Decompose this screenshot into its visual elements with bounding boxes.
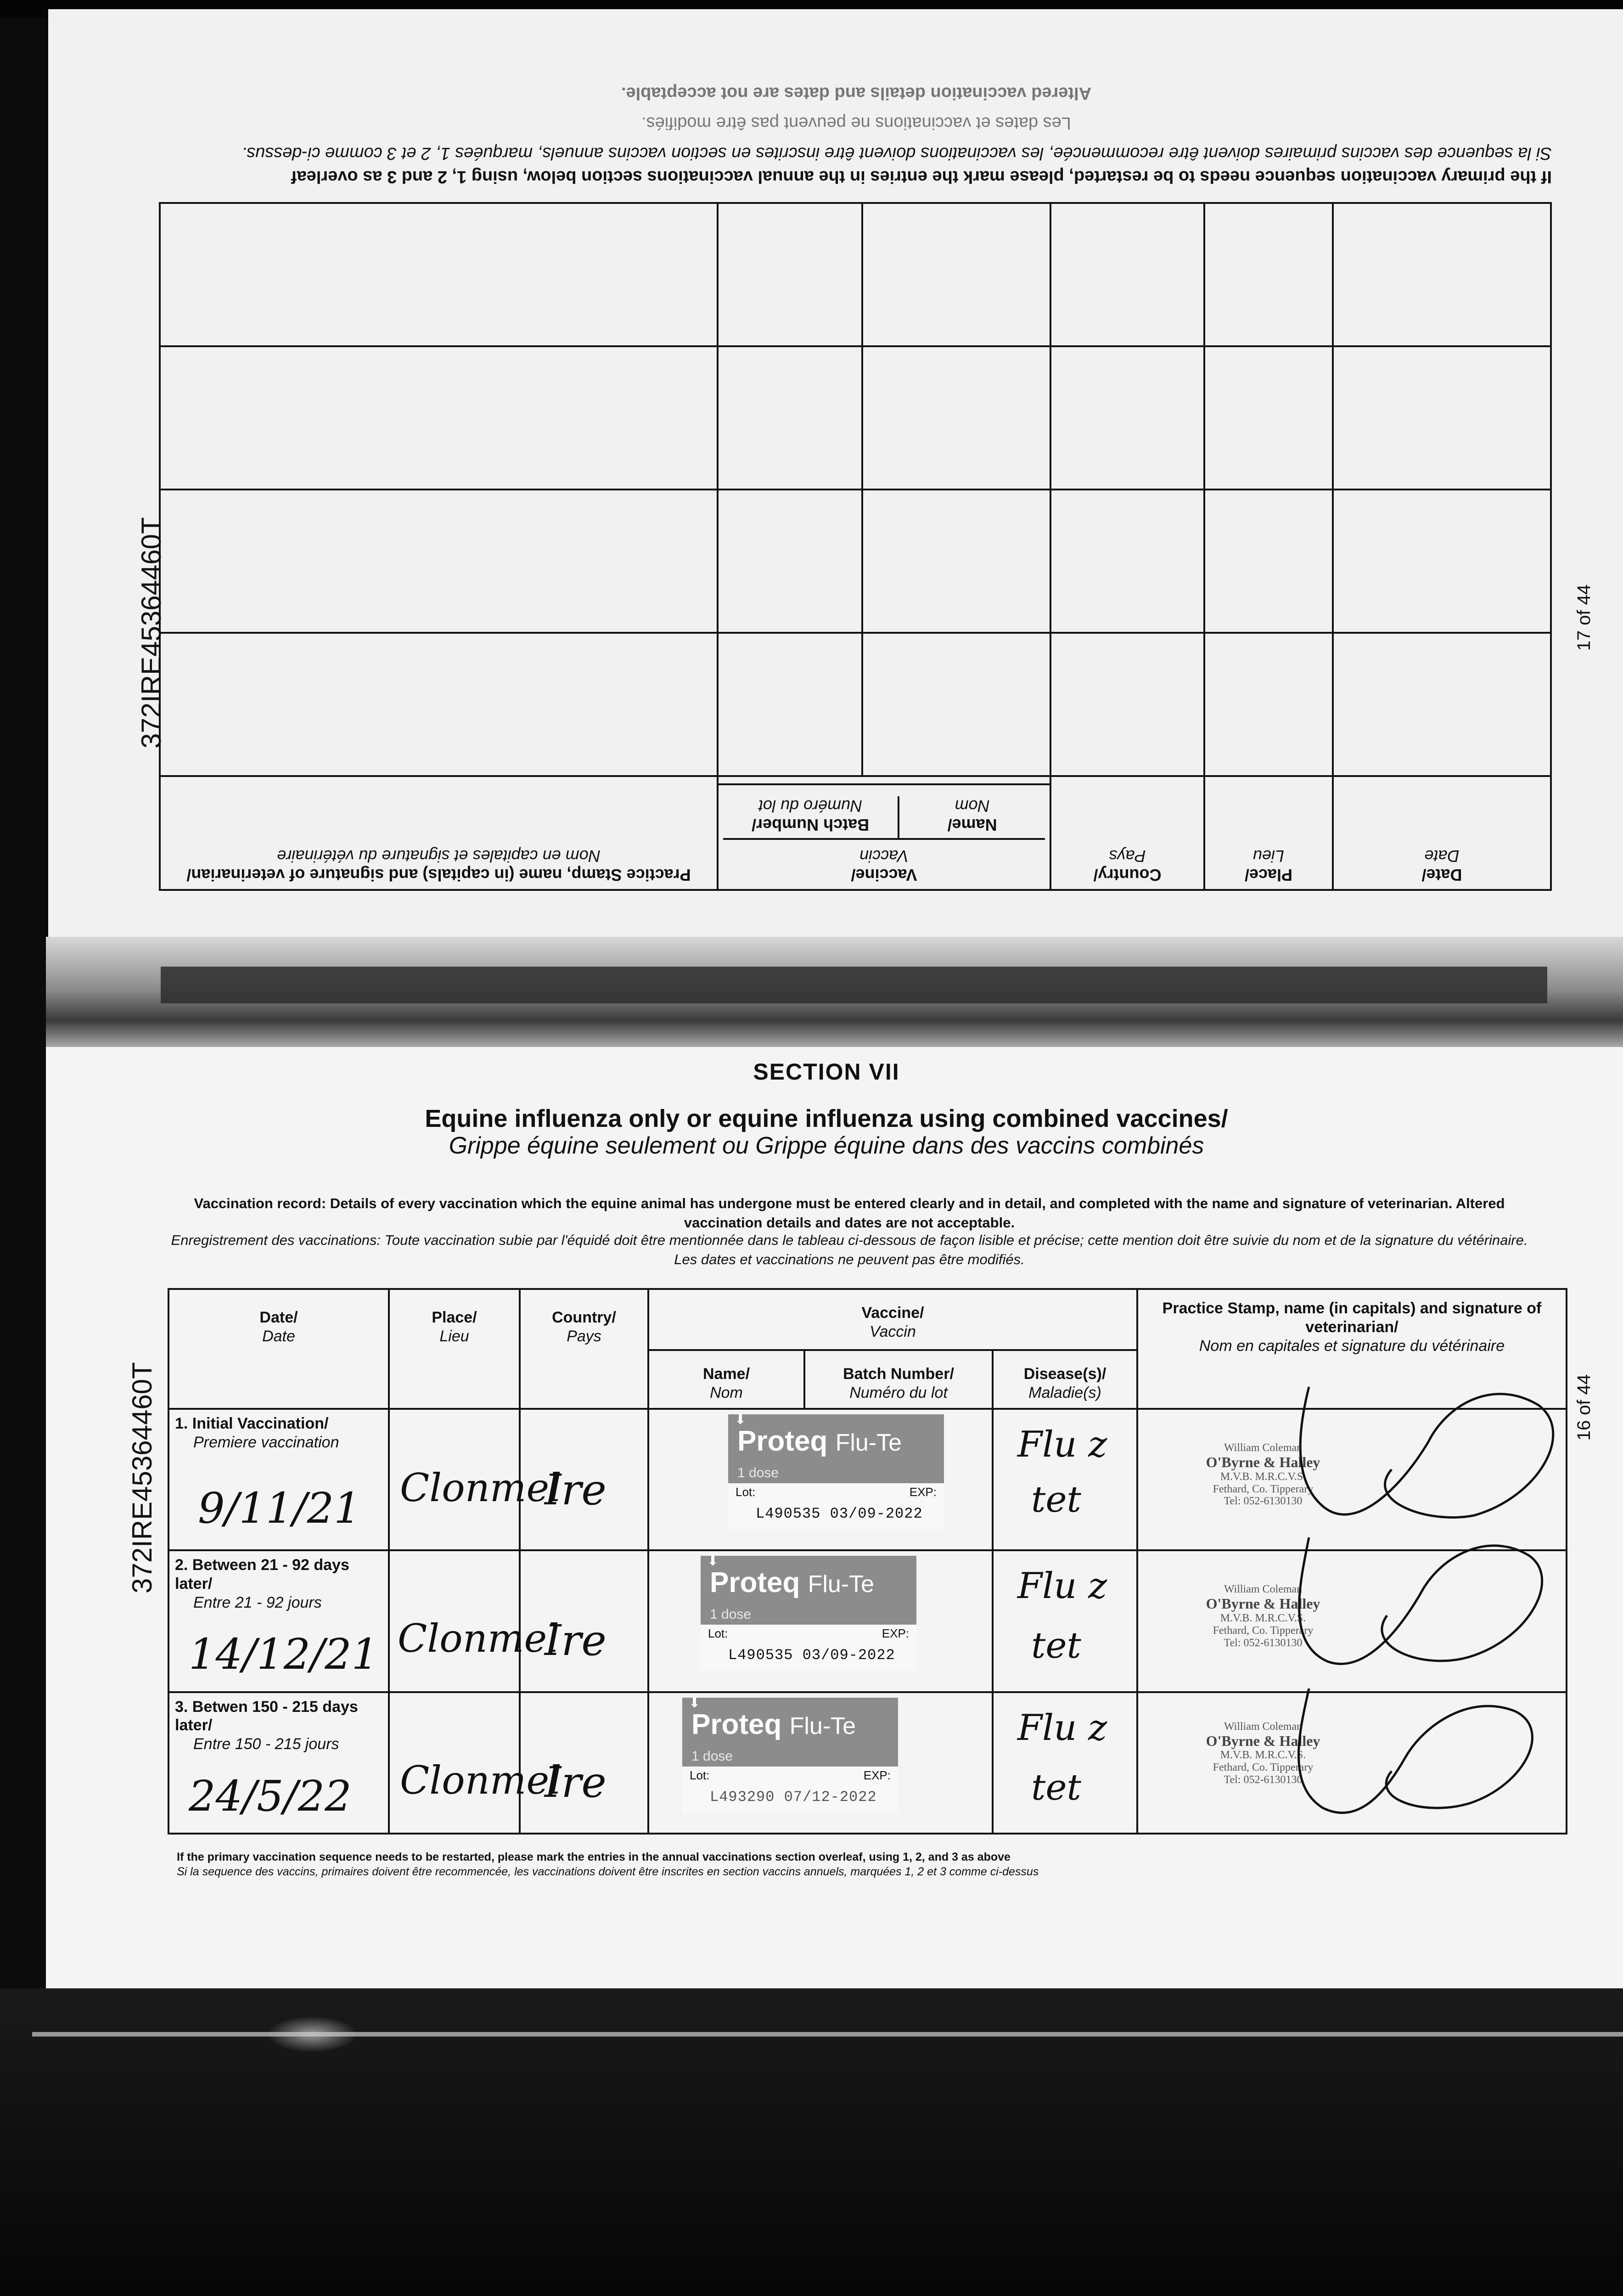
top-header-place: Place/ Lieu (1204, 776, 1333, 890)
arrow-down-icon: ⬇ (735, 1412, 747, 1427)
top-cell[interactable] (718, 203, 862, 346)
country-cell[interactable] (520, 1409, 648, 1550)
section-title: SECTION VII (753, 1059, 900, 1085)
stamp-cell[interactable] (1137, 1409, 1567, 1550)
disease-cell[interactable]: Flu z tet (993, 1692, 1137, 1834)
stamp-cell[interactable] (1137, 1692, 1567, 1834)
page-edge-line (32, 2032, 1623, 2037)
veterinarian-signature (1268, 1688, 1580, 1845)
table-row (168, 1692, 1567, 1834)
top-cell[interactable] (1204, 633, 1333, 776)
arrow-down-icon: ⬇ (707, 1553, 719, 1569)
place-cell[interactable] (389, 1692, 562, 1834)
top-cell[interactable] (160, 346, 718, 490)
header-date: Date/ Date (168, 1289, 389, 1409)
arrow-down-icon: ⬇ (689, 1695, 701, 1711)
date-cell[interactable]: 1. Initial Vaccination/ Premiere vaccination 9/11/21 (168, 1409, 389, 1550)
top-header-date: Date/ Date (1333, 776, 1551, 890)
passport-id-bottom: 372IRE45364460T (127, 1362, 157, 1593)
stamp-cell[interactable] (1137, 1550, 1567, 1692)
date-cell[interactable]: 3. Betwen 150 - 215 days later/ Entre 150 - 215 jours 24/5/22 (168, 1692, 389, 1834)
passport-id-top: 372IRE45364460T (136, 517, 167, 748)
handwritten-place: Clonmel (400, 1465, 562, 1510)
top-cell[interactable] (1050, 633, 1204, 776)
header-vaccine: Vaccine/ Vaccin (648, 1289, 1137, 1350)
top-page-content-rotated (161, 84, 1552, 891)
spine-bleed-bar (161, 967, 1547, 1003)
top-cell[interactable] (1204, 490, 1333, 633)
top-cell[interactable] (862, 490, 1050, 633)
country-cell[interactable] (520, 1550, 648, 1692)
handwritten-date: 9/11/21 (198, 1483, 361, 1533)
page-number-top: 17 of 44 (1574, 584, 1594, 651)
disease-cell[interactable]: Flu z tet (993, 1409, 1137, 1550)
place-cell[interactable] (389, 1409, 562, 1550)
top-cell[interactable] (160, 633, 718, 776)
date-cell[interactable]: 2. Between 21 - 92 days later/ Entre 21 - 92 jours 14/12/21 (168, 1550, 389, 1692)
top-cell[interactable] (1333, 633, 1551, 776)
top-vaccination-table (159, 202, 1552, 891)
vaccine-label-cell[interactable] (648, 1409, 993, 1550)
header-stamp: Practice Stamp, name (in capitals) and signature of veterinarian/ Nom en capitales et signature du vétérinaire (1137, 1289, 1567, 1409)
handwritten-place: Clonmel (400, 1757, 562, 1803)
top-cell[interactable] (718, 346, 862, 490)
top-cell[interactable] (1050, 346, 1204, 490)
country-cell[interactable] (520, 1692, 648, 1834)
header-disease: Disease(s)/ Maladie(s) (993, 1350, 1137, 1409)
top-cell[interactable] (718, 633, 862, 776)
practice-stamp: William Coleman O'Byrne & Halley M.V.B. M.R.C.V.S. Fethard, Co. Tipperary Tel: 052-6130130 (1206, 1583, 1320, 1649)
header-name: Name/ Nom (648, 1350, 804, 1409)
section-heading-english: Equine influenza only or equine influenza using combined vaccines/ (425, 1105, 1228, 1132)
section-heading-french: Grippe équine seulement ou Grippe équine dans des vaccins combinés (449, 1132, 1204, 1159)
record-instructions-french: Enregistrement des vaccinations: Toute vaccination subie par l'équidé doit être mentionnée dans le tableau ci-dessous de façon lisible et précise; cette mention doit être suivie du nom et de la signature du vétérinaire. Les dates et vaccinations ne peuvent pas être modifiés. (171, 1232, 1528, 1267)
header-batch: Batch Number/ Numéro du lot (804, 1350, 993, 1409)
vaccine-label-cell[interactable] (648, 1550, 993, 1692)
handwritten-place: Clonmel (398, 1616, 560, 1661)
practice-stamp: William Coleman O'Byrne & Halley M.V.B. M.R.C.V.S. Fethard, Co. Tipperary Tel: 052-6130130 (1206, 1720, 1320, 1786)
vaccine-sticker: ⬇ Proteq Flu-Te 1 dose Lot: EXP: L490535 03/09-2022 (728, 1414, 944, 1529)
top-page-note: If the primary vaccination sequence needs to be restarted, please mark the entries in the annual vaccinations section below, using 1, 2 and 3 as overleaf Si la sequence des vaccins primaires doivent être recommencée, les vaccinations doivent être inscrites en section vaccins annuels, marquées 1, 2 et 3 comme ci-dessus. Les dates et vaccinations ne peuvent pas être modifiés. Altered vaccination details and dates are not acceptable. (241, 84, 1552, 186)
handwritten-date: 24/5/22 (189, 1771, 352, 1821)
top-cell[interactable] (160, 490, 718, 633)
restart-note-english: If the primary vaccination sequence needs to be restarted, please mark the entries in the annual vaccinations section overleaf, using 1, 2, and 3 as above (177, 1851, 1011, 1863)
vaccine-sticker: ⬇ Proteq Flu-Te 1 dose Lot: EXP: L490535 03/09-2022 (701, 1556, 916, 1671)
page-number-bottom: 16 of 44 (1574, 1374, 1594, 1441)
top-header-country: Country/ Pays (1050, 776, 1204, 890)
top-cell[interactable] (862, 346, 1050, 490)
vaccine-sticker: ⬇ Proteq Flu-Te 1 dose Lot: EXP: L493290 07/12-2022 (682, 1698, 898, 1812)
top-cell[interactable] (160, 203, 718, 346)
handwritten-country: Ire (545, 1616, 607, 1666)
header-place: Place/ Lieu (389, 1289, 520, 1409)
header-country: Country/ Pays (520, 1289, 648, 1409)
place-cell[interactable] (389, 1550, 560, 1692)
restart-note-french: Si la sequence des vaccins, primaires doivent être recommencée, les vaccinations doivent être inscrites en section vaccins annuels, marquées 1, 2 et 3 comme ci-dessus (177, 1865, 1039, 1878)
top-cell[interactable] (862, 203, 1050, 346)
vaccine-label-cell[interactable] (648, 1692, 993, 1834)
handwritten-date: 14/12/21 (189, 1630, 379, 1679)
record-instructions-english: Vaccination record: Details of every vaccination which the equine animal has undergone must be entered clearly and in detail, and completed with the name and signature of veterinarian. Altered vaccination details and dates are not acceptable. (194, 1195, 1505, 1231)
handwritten-country: Ire (545, 1757, 607, 1807)
disease-cell[interactable]: Flu z tet (993, 1550, 1137, 1692)
top-cell[interactable] (1204, 203, 1333, 346)
handwritten-country: Ire (545, 1465, 607, 1514)
top-cell[interactable] (1333, 203, 1551, 346)
top-cell[interactable] (1204, 346, 1333, 490)
top-header-stamp: Practice Stamp, name (in capitals) and signature of veterinarian/ Nom en capitales et signature du vétérinaire (160, 776, 718, 890)
top-cell[interactable] (718, 490, 862, 633)
table-row (168, 1409, 1567, 1550)
top-cell[interactable] (1333, 346, 1551, 490)
vaccination-record-table (168, 1288, 1567, 1835)
top-header-vaccine: Vaccine/ Vaccin Name/ Nom Batch Number/ Numéro du lot (718, 784, 1050, 890)
practice-stamp: William Coleman O'Byrne & Halley M.V.B. M.R.C.V.S. Fethard, Co. Tipperary Tel: 052-6130130 (1206, 1441, 1320, 1508)
top-cell[interactable] (1050, 203, 1204, 346)
top-cell[interactable] (1050, 490, 1204, 633)
top-cell[interactable] (862, 633, 1050, 776)
top-cell[interactable] (1333, 490, 1551, 633)
table-row (168, 1550, 1567, 1692)
